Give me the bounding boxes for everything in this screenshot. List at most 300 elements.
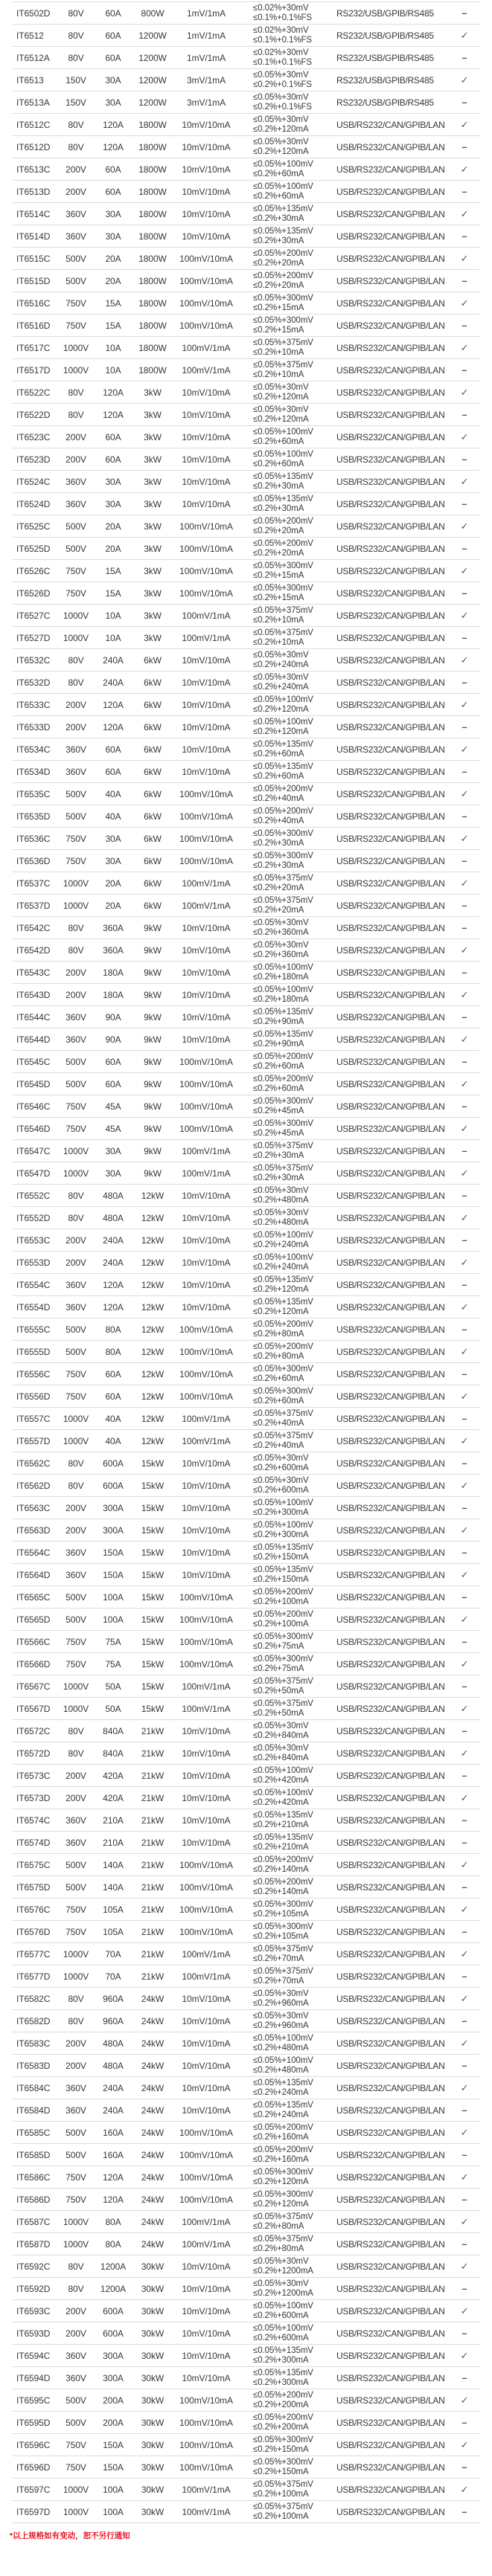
check-icon: ✓ — [460, 988, 469, 1000]
model-cell: IT6512C — [16, 119, 51, 130]
power-cell: 12kW — [141, 1391, 164, 1402]
current-cell: 150A — [103, 1569, 124, 1580]
voltage-cell: 360V — [66, 1011, 86, 1023]
resolution-cell: 100mV/10mA — [179, 565, 233, 576]
current-accuracy-line: ≤0.2%+150mA — [253, 2467, 309, 2476]
current-accuracy-line: ≤0.2%+40mA — [253, 1418, 304, 1428]
table-row — [13, 69, 480, 91]
model-cell: IT6515D — [16, 275, 51, 286]
current-accuracy-line: ≤0.2%+30mA — [253, 236, 304, 245]
voltage-cell: 80V — [68, 2283, 84, 2294]
voltage-cell: 750V — [66, 855, 86, 866]
resolution-cell: 10mV/10mA — [182, 409, 231, 420]
interfaces-cell: USB/RS232/CAN/GPIB/LAN — [336, 2261, 445, 2272]
model-cell: IT6522C — [16, 387, 51, 398]
accuracy-cell — [241, 1855, 331, 1875]
dash-icon: – — [461, 1546, 467, 1558]
current-accuracy-line: ≤0.2%+60mA — [253, 191, 304, 201]
dash-icon: – — [461, 1234, 467, 1246]
model-cell: IT6547D — [16, 1168, 51, 1179]
interfaces-cell: USB/RS232/CAN/GPIB/LAN — [336, 1279, 445, 1290]
voltage-accuracy-line: ≤0.05%+135mV — [253, 226, 313, 236]
power-cell: 1800W — [138, 186, 167, 197]
table-row — [13, 91, 480, 114]
interfaces-cell: USB/RS232/CAN/GPIB/LAN — [336, 766, 445, 777]
current-cell: 150A — [103, 1547, 124, 1558]
voltage-accuracy-line: ≤0.05%+100mV — [253, 159, 313, 169]
accuracy-cell — [241, 2012, 331, 2031]
current-accuracy-line: ≤0.2%+50mA — [253, 1686, 304, 1696]
power-cell: 12kW — [141, 1190, 164, 1201]
voltage-cell: 360V — [66, 766, 86, 777]
voltage-accuracy-line: ≤0.05%+200mV — [253, 2390, 313, 2400]
voltage-accuracy-line: ≤0.05%+200mV — [253, 1342, 313, 1351]
current-accuracy-line: ≤0.2%+30mA — [253, 213, 304, 223]
voltage-cell: 200V — [66, 1502, 86, 1513]
current-accuracy-line: ≤0.2%+180mA — [253, 994, 309, 1004]
accuracy-cell — [241, 1900, 331, 1919]
power-cell: 21kW — [141, 1859, 164, 1870]
interfaces-cell: USB/RS232/CAN/GPIB/LAN — [336, 565, 445, 576]
current-accuracy-line: ≤0.2%+140mA — [253, 1864, 309, 1874]
check-icon: ✓ — [460, 1033, 469, 1045]
interfaces-cell: USB/RS232/CAN/GPIB/LAN — [336, 521, 445, 532]
voltage-cell: 750V — [66, 587, 86, 599]
current-accuracy-line: ≤0.2%+30mA — [253, 1173, 304, 1182]
interfaces-cell: USB/RS232/CAN/GPIB/LAN — [336, 1301, 445, 1313]
voltage-cell: 1000V — [63, 1413, 89, 1424]
model-cell: IT6552C — [16, 1190, 51, 1201]
check-icon: ✓ — [460, 2171, 469, 2183]
resolution-cell: 100mV/10mA — [179, 1324, 233, 1335]
power-cell: 9kW — [144, 1011, 162, 1023]
current-accuracy-line: ≤0.2%+105mA — [253, 1931, 309, 1941]
model-cell: IT6523D — [16, 454, 51, 465]
voltage-accuracy-line: ≤0.05%+300mV — [253, 2435, 313, 2444]
table-row — [13, 1631, 480, 1653]
check-icon: ✓ — [460, 2260, 469, 2272]
voltage-cell: 200V — [66, 699, 86, 710]
interfaces-cell: USB/RS232/CAN/GPIB/LAN — [336, 409, 445, 420]
power-cell: 1200W — [138, 52, 167, 63]
accuracy-cell — [241, 1521, 331, 1540]
table-row — [13, 1073, 480, 1095]
interfaces-cell: USB/RS232/CAN/GPIB/LAN — [336, 1703, 445, 1714]
voltage-cell: 200V — [66, 1524, 86, 1536]
interfaces-cell: USB/RS232/CAN/GPIB/LAN — [336, 632, 445, 643]
current-cell: 15A — [105, 565, 121, 576]
voltage-cell: 80V — [68, 1993, 84, 2004]
power-cell: 30kW — [141, 2484, 164, 2495]
accuracy-cell — [241, 896, 331, 915]
interfaces-cell: USB/RS232/CAN/GPIB/LAN — [336, 164, 445, 175]
power-cell: 12kW — [141, 1346, 164, 1357]
resolution-cell: 100mV/10mA — [179, 2439, 233, 2450]
accuracy-cell — [241, 138, 331, 157]
accuracy-cell — [241, 115, 331, 135]
accuracy-cell — [241, 606, 331, 625]
accuracy-cell — [241, 1922, 331, 1942]
voltage-cell: 500V — [66, 1614, 86, 1625]
voltage-cell: 750V — [66, 1658, 86, 1669]
power-cell: 1800W — [138, 164, 167, 175]
current-cell: 60A — [105, 1368, 121, 1379]
interfaces-cell: USB/RS232/CAN/GPIB/LAN — [336, 1971, 445, 1982]
table-row — [13, 828, 480, 850]
resolution-cell: 10mV/10mA — [182, 141, 231, 152]
model-cell: IT6565C — [16, 1591, 51, 1603]
table-row — [13, 448, 480, 471]
voltage-cell: 80V — [68, 52, 84, 63]
model-cell: IT6556D — [16, 1391, 51, 1402]
table-row — [13, 426, 480, 448]
resolution-cell: 100mV/10mA — [179, 297, 233, 309]
current-cell: 60A — [105, 30, 121, 41]
voltage-cell: 360V — [66, 476, 86, 487]
resolution-cell: 10mV/10mA — [182, 1212, 231, 1223]
voltage-cell: 200V — [66, 1770, 86, 1781]
table-row — [13, 805, 480, 828]
accuracy-cell — [241, 1833, 331, 1852]
power-cell: 15kW — [141, 1591, 164, 1603]
power-cell: 24kW — [141, 2194, 164, 2205]
table-row — [13, 1921, 480, 1943]
voltage-accuracy-line: ≤0.05%+375mV — [253, 2502, 313, 2511]
table-row — [13, 493, 480, 515]
dash-icon: – — [461, 7, 467, 19]
current-accuracy-line: ≤0.2%+360mA — [253, 950, 309, 959]
table-row — [13, 1207, 480, 1229]
current-cell: 60A — [105, 52, 121, 63]
resolution-cell: 10mV/10mA — [182, 454, 231, 465]
current-accuracy-line: ≤0.2%+420mA — [253, 1797, 309, 1807]
voltage-accuracy-line: ≤0.05%+300mV — [253, 583, 313, 593]
current-accuracy-line: ≤0.2%+600mA — [253, 1485, 309, 1495]
table-row — [13, 1809, 480, 1832]
dash-icon: – — [461, 230, 467, 242]
model-cell: IT6566C — [16, 1636, 51, 1647]
accuracy-cell — [241, 472, 331, 492]
check-icon: ✓ — [460, 564, 469, 576]
check-icon: ✓ — [460, 1992, 469, 2004]
interfaces-cell: USB/RS232/CAN/GPIB/LAN — [336, 2439, 445, 2450]
model-cell: IT6595D — [16, 2417, 51, 2428]
voltage-accuracy-line: ≤0.05%+100mV — [253, 962, 313, 972]
voltage-cell: 360V — [66, 1569, 86, 1580]
resolution-cell: 10mV/10mA — [182, 1301, 231, 1313]
accuracy-cell — [241, 316, 331, 335]
current-cell: 840A — [103, 1725, 124, 1736]
voltage-cell: 80V — [68, 387, 84, 398]
model-cell: IT6596D — [16, 2461, 51, 2473]
accuracy-cell — [241, 160, 331, 179]
check-icon: ✓ — [460, 2126, 469, 2138]
accuracy-cell — [241, 1409, 331, 1429]
accuracy-cell — [241, 2324, 331, 2343]
current-accuracy-line: ≤0.2%+120mA — [253, 704, 309, 714]
interfaces-cell: USB/RS232/CAN/GPIB/LAN — [336, 833, 445, 844]
table-row — [13, 203, 480, 225]
model-cell: IT6545D — [16, 1078, 51, 1089]
resolution-cell: 3mV/1mA — [187, 74, 226, 86]
voltage-cell: 500V — [66, 2395, 86, 2406]
voltage-accuracy-line: ≤0.05%+100mV — [253, 1788, 313, 1797]
voltage-cell: 80V — [68, 2261, 84, 2272]
power-cell: 15kW — [141, 1569, 164, 1580]
accuracy-cell — [241, 1967, 331, 1986]
model-cell: IT6575C — [16, 1859, 51, 1870]
voltage-accuracy-line: ≤0.05%+100mV — [253, 985, 313, 994]
voltage-cell: 200V — [66, 2038, 86, 2049]
voltage-accuracy-line: ≤0.05%+375mV — [253, 1676, 313, 1686]
power-cell: 3kW — [144, 498, 162, 509]
dash-icon: – — [461, 141, 467, 152]
power-cell: 9kW — [144, 1168, 162, 1179]
table-row — [13, 136, 480, 158]
current-cell: 40A — [105, 788, 121, 799]
accuracy-cell — [241, 1030, 331, 1049]
table-row — [13, 1854, 480, 1876]
voltage-accuracy-line: ≤0.05%+375mV — [253, 628, 313, 637]
table-row — [13, 1542, 480, 1564]
current-cell: 600A — [103, 1458, 124, 1469]
current-cell: 160A — [103, 2127, 124, 2138]
voltage-cell: 360V — [66, 2082, 86, 2093]
interfaces-cell: USB/RS232/CAN/GPIB/LAN — [336, 253, 445, 264]
power-cell: 21kW — [141, 1948, 164, 1960]
model-cell: IT6572D — [16, 1748, 51, 1759]
power-cell: 9kW — [144, 1034, 162, 1045]
table-row — [13, 1720, 480, 1742]
resolution-cell: 10mV/10mA — [182, 1725, 231, 1736]
voltage-accuracy-line: ≤0.05%+135mV — [253, 2345, 313, 2355]
interfaces-cell: USB/RS232/CAN/GPIB/LAN — [336, 699, 445, 710]
accuracy-cell — [241, 2168, 331, 2187]
check-icon: ✓ — [460, 1658, 469, 1669]
voltage-cell: 1000V — [63, 342, 89, 353]
dash-icon: – — [461, 1680, 467, 1692]
accuracy-cell — [241, 1320, 331, 1339]
voltage-cell: 1000V — [63, 1435, 89, 1446]
resolution-cell: 10mV/10mA — [182, 476, 231, 487]
accuracy-cell — [241, 294, 331, 313]
accuracy-cell — [241, 1655, 331, 1674]
voltage-accuracy-line: ≤0.05%+30mV — [253, 940, 309, 950]
check-icon: ✓ — [460, 1167, 469, 1179]
interfaces-cell: USB/RS232/CAN/GPIB/LAN — [336, 2461, 445, 2473]
current-accuracy-line: ≤0.2%+60mA — [253, 459, 304, 468]
accuracy-cell — [241, 628, 331, 648]
table-row — [13, 315, 480, 337]
interfaces-cell: USB/RS232/CAN/GPIB/LAN — [336, 1123, 445, 1134]
resolution-cell: 100mV/1mA — [182, 1413, 231, 1424]
current-cell: 30A — [105, 833, 121, 844]
current-cell: 300A — [103, 2372, 124, 2383]
current-cell: 60A — [105, 454, 121, 465]
voltage-cell: 750V — [66, 2194, 86, 2205]
dash-icon: – — [461, 1769, 467, 1781]
current-accuracy-line: ≤0.2%+30mA — [253, 860, 304, 870]
current-cell: 40A — [105, 1435, 121, 1446]
power-cell: 12kW — [141, 1257, 164, 1268]
voltage-accuracy-line: ≤0.05%+300mV — [253, 1922, 313, 1931]
interfaces-cell: USB/RS232/CAN/GPIB/LAN — [336, 1502, 445, 1513]
current-cell: 140A — [103, 1859, 124, 1870]
current-cell: 20A — [105, 521, 121, 532]
resolution-cell: 100mV/1mA — [182, 1168, 231, 1179]
resolution-cell: 100mV/1mA — [182, 878, 231, 889]
accuracy-cell — [241, 383, 331, 402]
voltage-accuracy-line: ≤0.05%+375mV — [253, 605, 313, 615]
voltage-cell: 200V — [66, 2305, 86, 2316]
voltage-accuracy-line: ≤0.05%+30mV — [253, 2011, 309, 2020]
resolution-cell: 100mV/10mA — [179, 1658, 233, 1669]
interfaces-cell: USB/RS232/CAN/GPIB/LAN — [336, 989, 445, 1000]
accuracy-cell — [241, 2302, 331, 2321]
table-row — [13, 582, 480, 605]
current-cell: 100A — [103, 1591, 124, 1603]
table-row — [13, 2501, 480, 2523]
current-cell: 15A — [105, 587, 121, 599]
voltage-cell: 200V — [66, 2328, 86, 2339]
model-cell: IT6526C — [16, 565, 51, 576]
voltage-accuracy-line: ≤0.05%+100mV — [253, 181, 313, 191]
table-row — [13, 783, 480, 805]
interfaces-cell: USB/RS232/CAN/GPIB/LAN — [336, 1859, 445, 1870]
accuracy-cell — [241, 1766, 331, 1786]
interfaces-cell: USB/RS232/CAN/GPIB/LAN — [336, 855, 445, 866]
voltage-cell: 360V — [66, 744, 86, 755]
current-accuracy-line: ≤0.2%+240mA — [253, 1240, 309, 1249]
current-cell: 30A — [105, 231, 121, 242]
interfaces-cell: USB/RS232/CAN/GPIB/LAN — [336, 186, 445, 197]
power-cell: 6kW — [144, 833, 162, 844]
resolution-cell: 100mV/1mA — [182, 364, 231, 376]
resolution-cell: 100mV/10mA — [179, 1391, 233, 1402]
interfaces-cell: USB/RS232/CAN/GPIB/LAN — [336, 1368, 445, 1379]
power-cell: 30kW — [141, 2305, 164, 2316]
interfaces-cell: USB/RS232/CAN/GPIB/LAN — [336, 2105, 445, 2116]
current-cell: 60A — [105, 1078, 121, 1089]
interfaces-cell: RS232/USB/GPIB/RS485 — [336, 7, 434, 19]
accuracy-cell — [241, 762, 331, 782]
accuracy-cell — [241, 361, 331, 380]
current-accuracy-line: ≤0.2%+120mA — [253, 727, 309, 736]
interfaces-cell: RS232/USB/GPIB/RS485 — [336, 74, 434, 86]
table-row — [13, 1943, 480, 1965]
accuracy-cell — [241, 2212, 331, 2232]
current-cell: 30A — [105, 74, 121, 86]
voltage-accuracy-line: ≤0.05%+200mV — [253, 1052, 313, 1061]
voltage-cell: 360V — [66, 231, 86, 242]
voltage-accuracy-line: ≤0.05%+135mV — [253, 494, 313, 503]
check-icon: ✓ — [460, 698, 469, 710]
interfaces-cell: USB/RS232/CAN/GPIB/LAN — [336, 1681, 445, 1692]
voltage-accuracy-line: ≤0.05%+135mV — [253, 1832, 313, 1842]
interfaces-cell: USB/RS232/CAN/GPIB/LAN — [336, 1458, 445, 1469]
dash-icon: – — [461, 1144, 467, 1156]
dash-icon: – — [461, 453, 467, 465]
accuracy-cell — [241, 941, 331, 960]
interfaces-cell: USB/RS232/CAN/GPIB/LAN — [336, 2216, 445, 2227]
resolution-cell: 100mV/10mA — [179, 1881, 233, 1893]
check-icon: ✓ — [460, 1524, 469, 1536]
voltage-accuracy-line: ≤0.05%+135mV — [253, 1029, 313, 1039]
interfaces-cell: USB/RS232/CAN/GPIB/LAN — [336, 2127, 445, 2138]
model-cell: IT6587C — [16, 2216, 51, 2227]
current-cell: 20A — [105, 900, 121, 911]
voltage-cell: 360V — [66, 1815, 86, 1826]
voltage-cell: 360V — [66, 2105, 86, 2116]
accuracy-cell — [241, 740, 331, 759]
table-row — [13, 605, 480, 627]
accuracy-cell — [241, 1945, 331, 1964]
power-cell: 15kW — [141, 1480, 164, 1491]
table-row — [13, 1609, 480, 1631]
dash-icon: – — [461, 1100, 467, 1112]
model-cell: IT6535C — [16, 788, 51, 799]
voltage-accuracy-line: ≤0.05%+30mV — [253, 405, 309, 414]
current-accuracy-line: ≤0.2%+150mA — [253, 1574, 309, 1584]
voltage-cell: 80V — [68, 409, 84, 420]
power-cell: 1200W — [138, 97, 167, 108]
current-accuracy-line: ≤0.2%+100mA — [253, 2489, 309, 2499]
current-accuracy-line: ≤0.2%+60mA — [253, 771, 304, 781]
resolution-cell: 10mV/10mA — [182, 498, 231, 509]
current-cell: 120A — [103, 119, 124, 130]
model-cell: IT6567C — [16, 1681, 51, 1692]
resolution-cell: 10mV/10mA — [182, 1190, 231, 1201]
check-icon: ✓ — [460, 2037, 469, 2049]
resolution-cell: 10mV/10mA — [182, 2105, 231, 2116]
table-row — [13, 1742, 480, 1765]
model-cell: IT6592C — [16, 2261, 51, 2272]
interfaces-cell: RS232/USB/GPIB/RS485 — [336, 52, 434, 63]
model-cell: IT6513A — [16, 97, 50, 108]
current-cell: 70A — [105, 1948, 121, 1960]
table-row — [13, 2166, 480, 2189]
power-cell: 9kW — [144, 1123, 162, 1134]
resolution-cell: 100mV/1mA — [182, 2216, 231, 2227]
resolution-cell: 10mV/10mA — [182, 1770, 231, 1781]
table-row — [13, 1675, 480, 1698]
voltage-accuracy-line: ≤0.05%+30mV — [253, 1453, 309, 1463]
interfaces-cell: RS232/USB/GPIB/RS485 — [336, 30, 434, 41]
model-cell: IT6576C — [16, 1904, 51, 1915]
voltage-cell: 360V — [66, 1547, 86, 1558]
power-cell: 24kW — [141, 2082, 164, 2093]
voltage-cell: 1000V — [63, 1681, 89, 1692]
voltage-cell: 500V — [66, 788, 86, 799]
interfaces-cell: USB/RS232/CAN/GPIB/LAN — [336, 1524, 445, 1536]
interfaces-cell: USB/RS232/CAN/GPIB/LAN — [336, 1636, 445, 1647]
voltage-cell: 500V — [66, 521, 86, 532]
current-accuracy-line: ≤0.2%+60mA — [253, 749, 304, 759]
voltage-accuracy-line: ≤0.02%+30mV — [253, 3, 309, 13]
model-cell: IT6584C — [16, 2082, 51, 2093]
table-row — [13, 114, 480, 136]
interfaces-cell: USB/RS232/CAN/GPIB/LAN — [336, 431, 445, 442]
accuracy-cell — [241, 829, 331, 849]
interfaces-cell: USB/RS232/CAN/GPIB/LAN — [336, 1034, 445, 1045]
resolution-cell: 100mV/10mA — [179, 1904, 233, 1915]
voltage-accuracy-line: ≤0.05%+30mV — [253, 70, 309, 80]
dash-icon: – — [461, 498, 467, 509]
current-cell: 420A — [103, 1770, 124, 1781]
check-icon: ✓ — [460, 1948, 469, 1960]
voltage-accuracy-line: ≤0.05%+200mV — [253, 2412, 313, 2422]
model-cell: IT6583D — [16, 2060, 51, 2071]
